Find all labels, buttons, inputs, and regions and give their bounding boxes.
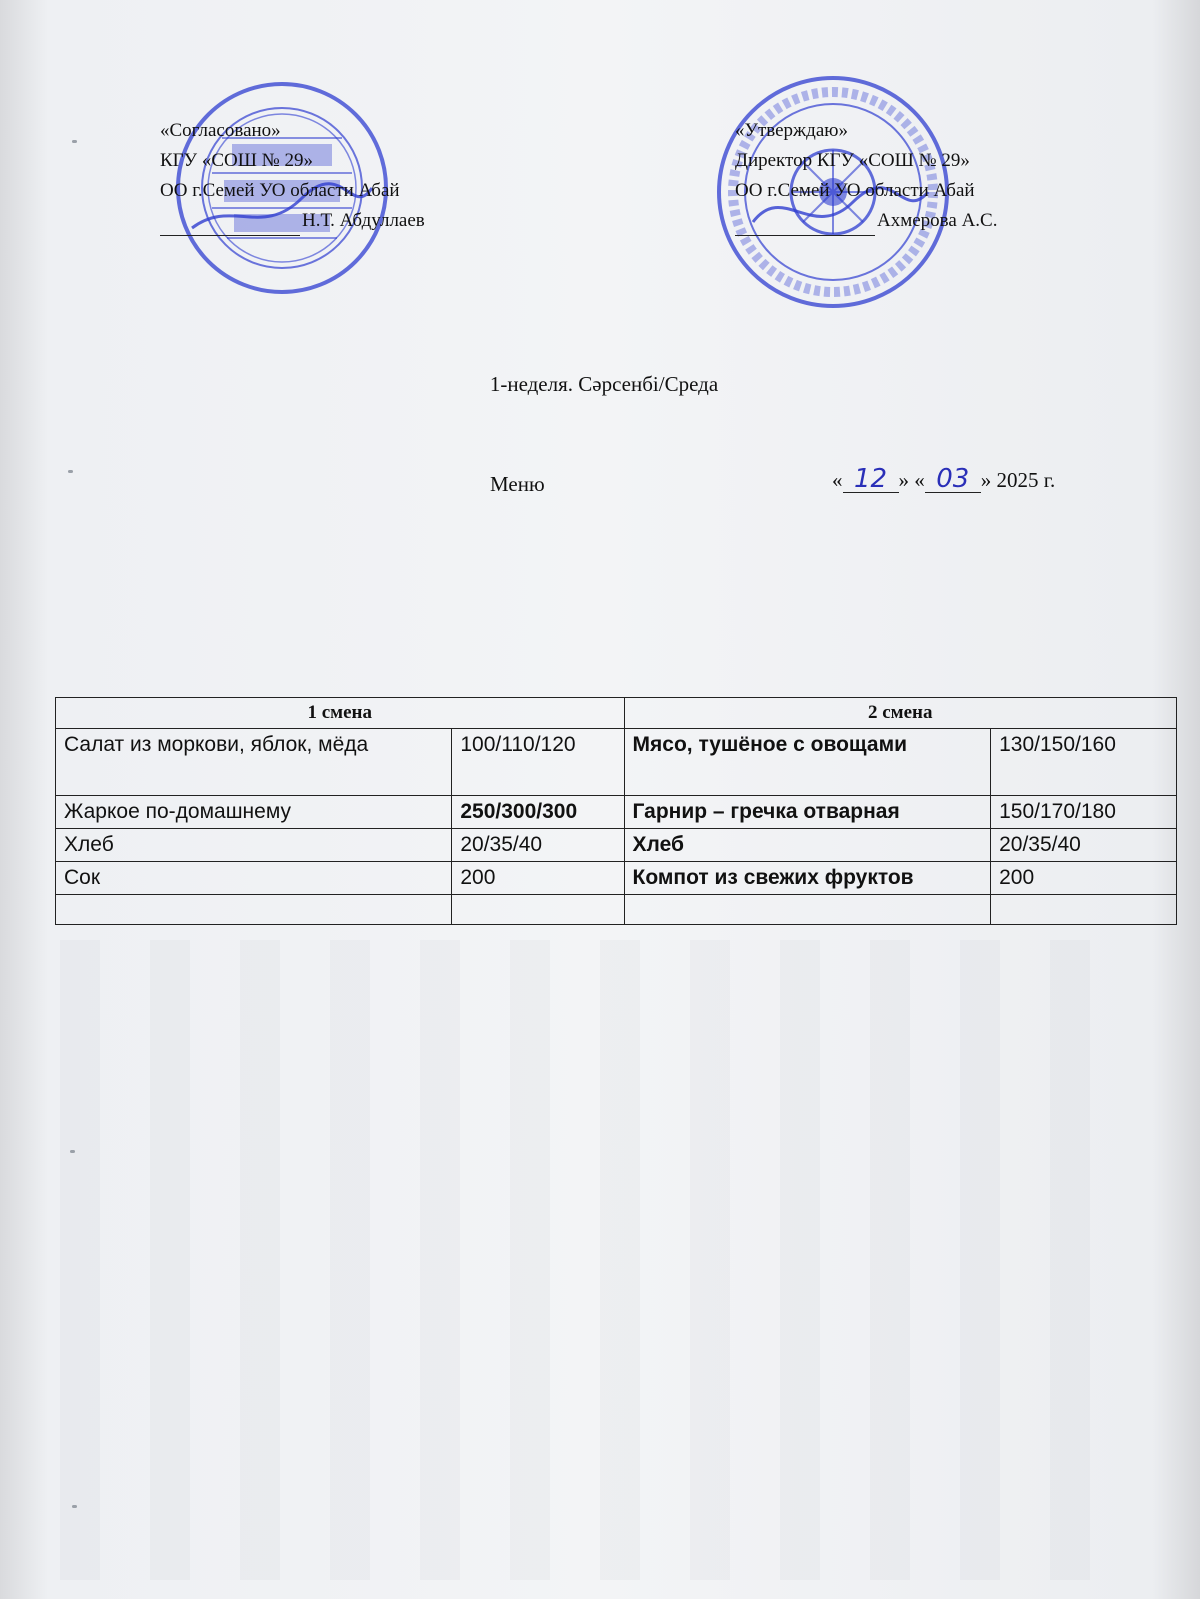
empty-cell — [624, 895, 991, 925]
approval-right-line3: ОО г.Семей УО области Абай — [735, 180, 975, 201]
scan-speck — [72, 1505, 77, 1508]
date-open-quote: « — [832, 468, 843, 492]
dish2-cell: Мясо, тушёное с овощами — [624, 729, 991, 796]
portion2-cell: 200 — [991, 862, 1177, 895]
approval-left-line2: КГУ «СОШ № 29» — [160, 150, 314, 171]
portion2-cell: 20/35/40 — [991, 829, 1177, 862]
table-row — [56, 729, 1177, 796]
dish1-cell: Хлеб — [56, 829, 452, 862]
approval-left-line4: Н.Т. Абдуллаев — [302, 210, 425, 231]
dish1-cell: Жаркое по-домашнему — [56, 796, 452, 829]
shift1-header: 1 смена — [56, 698, 625, 729]
approval-block-left — [160, 116, 425, 236]
week-title: 1-неделя. Сәрсенбі/Среда — [489, 372, 719, 396]
table-row — [56, 796, 1177, 829]
signature-line-right — [735, 217, 875, 236]
table-header-row — [56, 698, 1177, 729]
dish2-cell: Компот из свежих фруктов — [624, 862, 991, 895]
date-month-handwritten: 03 — [925, 466, 981, 493]
menu-table — [55, 697, 1177, 925]
portion1-cell: 20/35/40 — [452, 829, 624, 862]
dish2-cell: Хлеб — [624, 829, 991, 862]
approval-left-line3: ОО г.Семей УО области Абай — [160, 180, 400, 201]
approval-right-line2: Директор КГУ «СОШ № 29» — [735, 150, 970, 171]
scan-speck — [72, 140, 77, 143]
shift2-header: 2 смена — [624, 698, 1176, 729]
approval-block-right — [735, 116, 997, 236]
empty-cell — [56, 895, 452, 925]
date-day-handwritten: 12 — [843, 466, 899, 493]
approval-left-line1: «Согласовано» — [160, 120, 281, 141]
signature-line-left — [160, 217, 300, 236]
portion1-cell: 200 — [452, 862, 624, 895]
dish2-cell: Гарнир – гречка отварная — [624, 796, 991, 829]
date-line — [832, 466, 1055, 493]
empty-cell — [991, 895, 1177, 925]
scan-speck — [68, 470, 73, 473]
portion1-cell: 100/110/120 — [452, 729, 624, 796]
scan-speck — [70, 1150, 75, 1153]
table-row — [56, 862, 1177, 895]
date-year: » 2025 г. — [980, 468, 1056, 492]
portion1-cell: 250/300/300 — [452, 796, 624, 829]
scan-shading — [60, 940, 1140, 1580]
portion2-cell: 150/170/180 — [991, 796, 1177, 829]
menu-title: Меню — [490, 472, 545, 496]
portion2-cell: 130/150/160 — [991, 729, 1177, 796]
dish1-cell: Сок — [56, 862, 452, 895]
date-mid-quote: » « — [898, 468, 925, 492]
approval-right-line1: «Утверждаю» — [735, 120, 848, 141]
approval-right-line4: Ахмерова А.С. — [877, 210, 998, 231]
table-row-empty — [56, 895, 1177, 925]
empty-cell — [452, 895, 624, 925]
table-row — [56, 829, 1177, 862]
dish1-cell: Салат из моркови, яблок, мёда — [56, 729, 452, 796]
